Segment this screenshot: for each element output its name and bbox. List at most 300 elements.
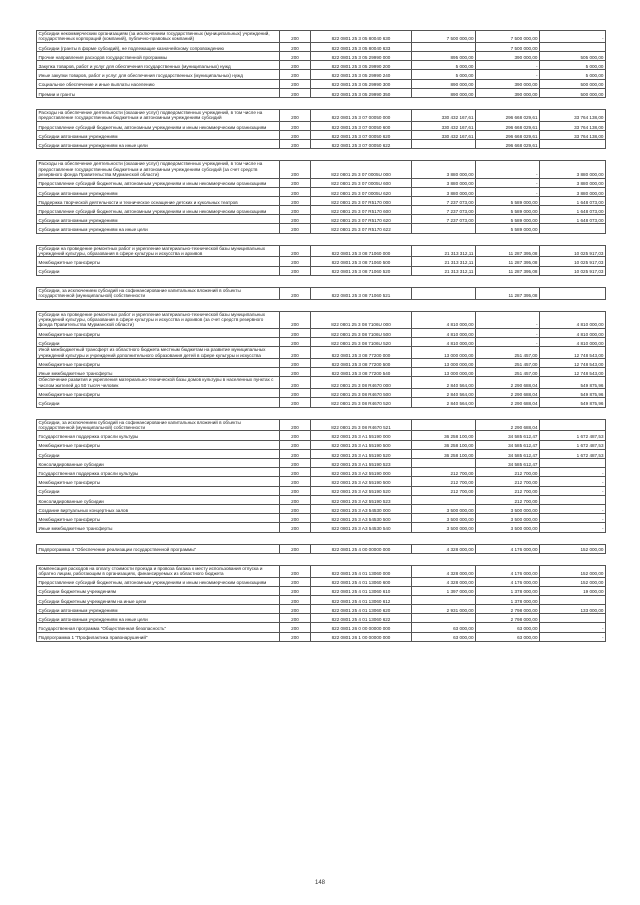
- row-executed: 296 668 029,61: [476, 130, 540, 139]
- row-name: Подпрограмма 4 "Обеспечение реализации государственной программы": [37, 544, 280, 553]
- row-executed: -: [476, 328, 540, 337]
- row-kbk: 822 0801 25 3 07 R5170 600: [311, 206, 412, 215]
- table-row: [37, 31, 606, 43]
- row-unexecuted: 1 672 487,53: [540, 440, 606, 449]
- row-approved: 36 258 100,00: [412, 431, 476, 440]
- row-spacer: [37, 407, 606, 419]
- table-row: [37, 196, 606, 205]
- row-executed: 212 700,00: [476, 486, 540, 495]
- row-unexecuted: 1 648 073,00: [540, 206, 606, 215]
- row-approved: 2 931 000,00: [412, 605, 476, 614]
- row-name: Закупка товаров, работ и услуг для обеспечения государственных (муниципальных) нужд: [37, 61, 280, 70]
- row-kbk: 822 0801 25 3 A1 55190 000: [311, 431, 412, 440]
- row-name: Субсидии автономным учреждениям: [37, 187, 280, 196]
- row-name: Межбюджетные трансферты: [37, 514, 280, 523]
- row-kbk: 822 0801 25 3 08 R4670 520: [311, 398, 412, 407]
- table-row: [37, 440, 606, 449]
- table-row: [37, 187, 606, 196]
- table-row: [37, 52, 606, 61]
- row-code: 200: [280, 514, 311, 523]
- row-code: 200: [280, 347, 311, 359]
- row-executed: 2 290 688,04: [476, 389, 540, 398]
- row-executed: 5 589 000,00: [476, 224, 540, 233]
- row-code: 200: [280, 477, 311, 486]
- row-approved: 212 700,00: [412, 468, 476, 477]
- row-name: Межбюджетные трансферты: [37, 477, 280, 486]
- row-code: 200: [280, 121, 311, 130]
- row-kbk: 822 0801 25 3 05 29990 300: [311, 79, 412, 88]
- row-executed: 2 290 688,04: [476, 377, 540, 389]
- page-number: 148: [314, 880, 325, 886]
- row-approved: [412, 419, 476, 431]
- row-kbk: 822 0801 25 3 08 7106U 500: [311, 328, 412, 337]
- row-code: 200: [280, 215, 311, 224]
- row-kbk: 822 0801 25 3 07 0005U 000: [311, 161, 412, 178]
- table-row: [37, 224, 606, 233]
- row-name: Субсидии, за исключением субсидий на софинансирование капитальных вложений в объекты государственной (муниципальной) собственности: [37, 419, 280, 431]
- row-code: 200: [280, 287, 311, 299]
- table-row: [37, 311, 606, 328]
- row-code: 200: [280, 449, 311, 458]
- row-name: Субсидии: [37, 486, 280, 495]
- row-name: Субсидии автономным учреждениям: [37, 130, 280, 139]
- row-unexecuted: 500 000,00: [540, 88, 606, 97]
- row-executed: 3 500 000,00: [476, 504, 540, 513]
- table-row: [37, 130, 606, 139]
- row-code: 200: [280, 79, 311, 88]
- row-executed: 4 176 000,00: [476, 577, 540, 586]
- row-approved: 3 500 000,00: [412, 523, 476, 532]
- row-kbk: 822 0801 25 4 01 13060 000: [311, 565, 412, 577]
- row-kbk: 822 0801 25 3 08 7106U 520: [311, 338, 412, 347]
- row-code: 200: [280, 495, 311, 504]
- row-unexecuted: 1 648 073,00: [540, 196, 606, 205]
- row-kbk: 822 0801 25 3 08 77200 540: [311, 368, 412, 377]
- row-executed: -: [476, 70, 540, 79]
- table-row: [37, 206, 606, 215]
- row-executed: 5 589 000,00: [476, 215, 540, 224]
- row-unexecuted: -: [540, 486, 606, 495]
- row-kbk: 822 0801 25 3 A1 55190 500: [311, 440, 412, 449]
- row-code: 200: [280, 632, 311, 641]
- row-unexecuted: [540, 419, 606, 431]
- row-kbk: 822 0801 25 3 08 71060 000: [311, 245, 412, 257]
- table-row: [37, 495, 606, 504]
- row-unexecuted: 152 000,00: [540, 577, 606, 586]
- row-name: Социальное обеспечение и иные выплаты населению: [37, 79, 280, 88]
- row-kbk: 822 0801 25 3 A1 55190 520: [311, 449, 412, 458]
- row-executed: 34 585 612,47: [476, 459, 540, 468]
- row-unexecuted: 10 025 917,03: [540, 266, 606, 275]
- row-executed: -: [476, 178, 540, 187]
- row-code: 200: [280, 440, 311, 449]
- row-name: Субсидии автономным учреждениям: [37, 605, 280, 614]
- row-kbk: 822 0801 25 3 05 29990 200: [311, 61, 412, 70]
- table-row: [37, 377, 606, 389]
- table-row: [37, 161, 606, 178]
- row-approved: 7 237 073,00: [412, 206, 476, 215]
- row-approved: 5 000,00: [412, 61, 476, 70]
- table-row: [37, 79, 606, 88]
- row-executed: 3 500 000,00: [476, 514, 540, 523]
- row-executed: 390 000,00: [476, 52, 540, 61]
- row-unexecuted: 4 810 000,00: [540, 311, 606, 328]
- row-approved: 13 000 000,00: [412, 347, 476, 359]
- row-kbk: 822 0801 25 3 05 29990 240: [311, 70, 412, 79]
- row-name: Субсидии некоммерческим организациям (за исключением государственных (муниципальных) учреждений, государственных корпораций (компаний), публично-правовых компаний): [37, 31, 280, 43]
- row-code: 200: [280, 61, 311, 70]
- row-code: 200: [280, 109, 311, 121]
- table-row: [37, 586, 606, 595]
- table-row: [37, 42, 606, 51]
- row-code: 200: [280, 614, 311, 623]
- row-code: 200: [280, 468, 311, 477]
- row-name: Межбюджетные трансферты: [37, 257, 280, 266]
- row-code: 200: [280, 266, 311, 275]
- row-name: Предоставление субсидий бюджетным, автономным учреждениям и иным некоммерческим организациям: [37, 577, 280, 586]
- row-unexecuted: -: [540, 468, 606, 477]
- row-executed: 296 668 029,61: [476, 121, 540, 130]
- row-kbk: 822 0801 25 3 05 80040 633: [311, 42, 412, 51]
- row-name: Субсидии на проведение ремонтных работ и укрепление материально-технической базы муниципальных учреждений культуры, образования в сфере культуры и искусства и архивов: [37, 245, 280, 257]
- row-kbk: 822 0801 25 3 A2 55190 523: [311, 495, 412, 504]
- row-executed: 11 287 395,08: [476, 257, 540, 266]
- row-code: 200: [280, 577, 311, 586]
- row-kbk: 822 0801 25 3 08 7106U 000: [311, 311, 412, 328]
- row-name: Премии и гранты: [37, 88, 280, 97]
- table-row: [37, 523, 606, 532]
- row-kbk: 822 0801 25 3 05 29990 350: [311, 88, 412, 97]
- row-code: 200: [280, 140, 311, 149]
- table-row: [37, 468, 606, 477]
- row-kbk: 822 0801 25 4 00 00000 000: [311, 544, 412, 553]
- row-name: Субсидии: [37, 338, 280, 347]
- row-approved: 212 700,00: [412, 486, 476, 495]
- row-approved: 4 328 000,00: [412, 544, 476, 553]
- row-unexecuted: 3 880 000,00: [540, 178, 606, 187]
- spacer-cell: [37, 299, 606, 311]
- row-name: Поддержка творческой деятельности и техническое оснащение детских и кукольных театров: [37, 196, 280, 205]
- row-unexecuted: 133 000,00: [540, 605, 606, 614]
- row-kbk: 822 0801 25 4 01 13060 612: [311, 595, 412, 604]
- row-code: 200: [280, 196, 311, 205]
- row-unexecuted: -: [540, 623, 606, 632]
- row-name: Субсидии, за исключением субсидий на софинансирование капитальных вложений в объекты государственной (муниципальной) собственности: [37, 287, 280, 299]
- row-unexecuted: 500 000,00: [540, 79, 606, 88]
- row-code: 200: [280, 586, 311, 595]
- row-approved: 36 258 100,00: [412, 449, 476, 458]
- row-executed: 7 500 000,00: [476, 42, 540, 51]
- table-row: [37, 605, 606, 614]
- row-approved: 895 000,00: [412, 52, 476, 61]
- row-code: 200: [280, 486, 311, 495]
- row-name: Субсидии: [37, 398, 280, 407]
- table-row: [37, 632, 606, 641]
- table-row: [37, 140, 606, 149]
- row-executed: 390 000,00: [476, 79, 540, 88]
- row-unexecuted: 10 025 917,03: [540, 245, 606, 257]
- table-row: [37, 486, 606, 495]
- row-executed: 2 290 688,04: [476, 419, 540, 431]
- row-name: Обеспечение развития и укрепления материально-технической базы домов культуры в населенных пунктах с числом жителей до 50 тысяч человек: [37, 377, 280, 389]
- row-kbk: 822 0801 25 4 01 13060 622: [311, 614, 412, 623]
- row-approved: 890 000,00: [412, 79, 476, 88]
- budget-table-body: [37, 31, 606, 642]
- spacer-cell: [37, 275, 606, 287]
- row-spacer: [37, 299, 606, 311]
- row-approved: 330 432 167,61: [412, 109, 476, 121]
- row-approved: 890 000,00: [412, 88, 476, 97]
- row-spacer: [37, 149, 606, 161]
- row-kbk: 822 0801 25 3 07 00050 000: [311, 109, 412, 121]
- row-unexecuted: 33 764 138,00: [540, 130, 606, 139]
- row-code: 200: [280, 178, 311, 187]
- table-row: [37, 431, 606, 440]
- row-name: Иные межбюджетные трансферты: [37, 368, 280, 377]
- row-spacer: [37, 275, 606, 287]
- row-unexecuted: -: [540, 477, 606, 486]
- row-executed: 34 585 612,47: [476, 431, 540, 440]
- table-row: [37, 121, 606, 130]
- table-row: [37, 359, 606, 368]
- row-approved: 5 000,00: [412, 70, 476, 79]
- row-kbk: 822 0801 25 3 07 00050 622: [311, 140, 412, 149]
- table-row: [37, 449, 606, 458]
- spacer-cell: [37, 553, 606, 565]
- row-kbk: 822 0801 25 3 A3 54530 540: [311, 523, 412, 532]
- row-code: 200: [280, 70, 311, 79]
- row-executed: 2 798 000,00: [476, 614, 540, 623]
- row-kbk: 822 0801 25 3 A2 55190 520: [311, 486, 412, 495]
- row-approved: [412, 614, 476, 623]
- row-approved: [412, 287, 476, 299]
- row-executed: 1 378 000,00: [476, 595, 540, 604]
- row-executed: 5 589 000,00: [476, 196, 540, 205]
- row-executed: 34 585 612,47: [476, 440, 540, 449]
- row-executed: 4 176 000,00: [476, 544, 540, 553]
- row-code: 200: [280, 359, 311, 368]
- row-kbk: 822 0801 25 3 A3 54530 500: [311, 514, 412, 523]
- row-approved: 21 313 312,11: [412, 257, 476, 266]
- row-unexecuted: 33 764 138,00: [540, 121, 606, 130]
- row-approved: [412, 224, 476, 233]
- row-unexecuted: [540, 42, 606, 51]
- row-code: 200: [280, 311, 311, 328]
- row-approved: 7 237 073,00: [412, 215, 476, 224]
- row-unexecuted: -: [540, 523, 606, 532]
- row-code: 200: [280, 257, 311, 266]
- row-name: Консолидированные субсидии: [37, 495, 280, 504]
- row-executed: 3 500 000,00: [476, 523, 540, 532]
- table-row: [37, 419, 606, 431]
- row-name: Прочие направления расходов государственной программы: [37, 52, 280, 61]
- row-approved: [412, 495, 476, 504]
- table-row: [37, 61, 606, 70]
- row-code: 200: [280, 523, 311, 532]
- table-row: [37, 565, 606, 577]
- row-approved: 13 000 000,00: [412, 359, 476, 368]
- row-spacer: [37, 97, 606, 109]
- row-approved: 330 432 167,61: [412, 130, 476, 139]
- row-executed: 212 700,00: [476, 468, 540, 477]
- row-code: 200: [280, 398, 311, 407]
- row-kbk: 822 0801 25 3 07 R5170 620: [311, 215, 412, 224]
- row-kbk: 822 0801 25 4 01 13060 610: [311, 586, 412, 595]
- row-approved: 3 880 000,00: [412, 187, 476, 196]
- row-approved: 4 810 000,00: [412, 311, 476, 328]
- row-name: Субсидии: [37, 266, 280, 275]
- row-unexecuted: 12 748 543,00: [540, 359, 606, 368]
- row-unexecuted: -: [540, 31, 606, 43]
- row-executed: -: [476, 311, 540, 328]
- row-kbk: 822 0801 25 3 08 71060 520: [311, 266, 412, 275]
- row-approved: 212 700,00: [412, 477, 476, 486]
- row-unexecuted: 549 875,96: [540, 398, 606, 407]
- row-name: Межбюджетные трансферты: [37, 359, 280, 368]
- row-name: Расходы на обеспечение деятельности (оказание услуг) подведомственных учреждений, в том числе на предоставление государственным бюджетным и автономным учреждениям субсидий: [37, 109, 280, 121]
- row-approved: 3 500 000,00: [412, 504, 476, 513]
- row-name: Субсидии автономным учреждениям на иные цели: [37, 224, 280, 233]
- row-code: 200: [280, 504, 311, 513]
- row-kbk: 822 0801 25 3 07 00050 600: [311, 121, 412, 130]
- row-unexecuted: [540, 595, 606, 604]
- table-row: [37, 287, 606, 299]
- row-executed: 5 589 000,00: [476, 206, 540, 215]
- row-name: Межбюджетные трансферты: [37, 389, 280, 398]
- row-name: Государственная поддержка отрасли культуры: [37, 431, 280, 440]
- row-executed: 390 000,00: [476, 88, 540, 97]
- row-kbk: 822 0801 25 3 05 80040 630: [311, 31, 412, 43]
- table-row: [37, 477, 606, 486]
- table-row: [37, 514, 606, 523]
- row-executed: 2 290 688,04: [476, 398, 540, 407]
- row-kbk: 822 0801 25 3 08 R4670 500: [311, 389, 412, 398]
- table-row: [37, 109, 606, 121]
- row-kbk: 822 0801 25 3 08 R4670 000: [311, 377, 412, 389]
- row-name: Компенсация расходов на оплату стоимости проезда и провоза багажа к месту использования отпуска и обратно лицам, работающим в организациях, финансируемых из областного бюджета: [37, 565, 280, 577]
- row-kbk: 822 0801 25 3 A2 55190 000: [311, 468, 412, 477]
- spacer-cell: [37, 532, 606, 544]
- row-executed: 296 668 029,61: [476, 140, 540, 149]
- row-name: Иной межбюджетный трансферт из областного бюджета местным бюджетам на развитие муниципальных учреждений культуры и учреждений дополнительного образования детей в сфере культуры и искусства: [37, 347, 280, 359]
- spacer-cell: [37, 233, 606, 245]
- row-executed: 296 668 029,61: [476, 109, 540, 121]
- row-executed: 251 457,00: [476, 368, 540, 377]
- row-approved: 7 237 073,00: [412, 196, 476, 205]
- row-kbk: 822 0801 26 0 00 00000 000: [311, 623, 412, 632]
- row-approved: 63 000,00: [412, 623, 476, 632]
- row-executed: 7 500 000,00: [476, 31, 540, 43]
- row-code: 200: [280, 31, 311, 43]
- table-row: [37, 459, 606, 468]
- table-row: [37, 389, 606, 398]
- row-name: Субсидии бюджетным учреждениям: [37, 586, 280, 595]
- row-kbk: 822 0801 25 4 01 13060 620: [311, 605, 412, 614]
- row-unexecuted: [540, 287, 606, 299]
- row-code: 200: [280, 431, 311, 440]
- row-approved: 3 880 000,00: [412, 178, 476, 187]
- row-unexecuted: 4 810 000,00: [540, 328, 606, 337]
- row-unexecuted: 19 000,00: [540, 586, 606, 595]
- row-unexecuted: 12 748 543,00: [540, 347, 606, 359]
- row-spacer: [37, 233, 606, 245]
- row-name: Расходы на обеспечение деятельности (оказание услуг) подведомственных учреждений, в том числе на предоставление государственным бюджетным и автономным учреждениям субсидий (за счет средств резервного фонда Правительства Мурманской области): [37, 161, 280, 178]
- row-code: 200: [280, 565, 311, 577]
- row-approved: 330 432 167,61: [412, 121, 476, 130]
- row-executed: 251 457,00: [476, 347, 540, 359]
- table-row: [37, 266, 606, 275]
- row-unexecuted: 505 000,00: [540, 52, 606, 61]
- spacer-cell: [37, 407, 606, 419]
- row-unexecuted: 4 810 000,00: [540, 338, 606, 347]
- table-row: [37, 178, 606, 187]
- table-row: [37, 245, 606, 257]
- table-row: [37, 338, 606, 347]
- row-unexecuted: 12 748 543,00: [540, 368, 606, 377]
- row-approved: 63 000,00: [412, 632, 476, 641]
- row-unexecuted: 3 880 000,00: [540, 187, 606, 196]
- row-spacer: [37, 553, 606, 565]
- row-name: Субсидии автономным учреждениям на иные цели: [37, 140, 280, 149]
- row-name: Межбюджетные трансферты: [37, 440, 280, 449]
- row-approved: 21 313 312,11: [412, 245, 476, 257]
- row-name: Иные межбюджетные трансферты: [37, 523, 280, 532]
- row-unexecuted: [540, 614, 606, 623]
- row-name: Создание виртуальных концертных залов: [37, 504, 280, 513]
- row-code: 200: [280, 623, 311, 632]
- row-kbk: 822 0801 25 3 08 71060 500: [311, 257, 412, 266]
- row-unexecuted: -: [540, 504, 606, 513]
- row-executed: -: [476, 161, 540, 178]
- row-code: 200: [280, 368, 311, 377]
- row-unexecuted: [540, 140, 606, 149]
- row-approved: 2 840 564,00: [412, 377, 476, 389]
- row-executed: 212 700,00: [476, 495, 540, 504]
- budget-report-sheet: [36, 30, 605, 642]
- row-approved: 4 810 000,00: [412, 328, 476, 337]
- row-code: 200: [280, 595, 311, 604]
- row-approved: 21 313 312,11: [412, 266, 476, 275]
- row-kbk: 822 0801 25 3 A3 54530 000: [311, 504, 412, 513]
- row-executed: -: [476, 187, 540, 196]
- table-row: [37, 257, 606, 266]
- row-name: Субсидии бюджетным учреждениям на иные цели: [37, 595, 280, 604]
- row-name: Субсидии автономным учреждениям: [37, 215, 280, 224]
- row-unexecuted: [540, 459, 606, 468]
- row-executed: 4 176 000,00: [476, 565, 540, 577]
- row-code: 200: [280, 377, 311, 389]
- row-name: Предоставление субсидий бюджетным, автономным учреждениям и иным некоммерческим организациям: [37, 121, 280, 130]
- row-unexecuted: 1 672 487,53: [540, 431, 606, 440]
- row-code: 200: [280, 224, 311, 233]
- row-executed: 34 585 612,47: [476, 449, 540, 458]
- row-code: 200: [280, 459, 311, 468]
- row-code: 200: [280, 605, 311, 614]
- row-code: 200: [280, 52, 311, 61]
- table-row: [37, 544, 606, 553]
- row-executed: 251 457,00: [476, 359, 540, 368]
- row-approved: 3 500 000,00: [412, 514, 476, 523]
- row-approved: 4 328 000,00: [412, 565, 476, 577]
- row-name: Межбюджетные трансферты: [37, 328, 280, 337]
- row-code: 200: [280, 187, 311, 196]
- row-code: 200: [280, 42, 311, 51]
- row-kbk: 822 0801 25 3 08 77200 000: [311, 347, 412, 359]
- row-executed: 63 000,00: [476, 632, 540, 641]
- row-approved: [412, 595, 476, 604]
- budget-table: [36, 30, 606, 642]
- row-code: 200: [280, 245, 311, 257]
